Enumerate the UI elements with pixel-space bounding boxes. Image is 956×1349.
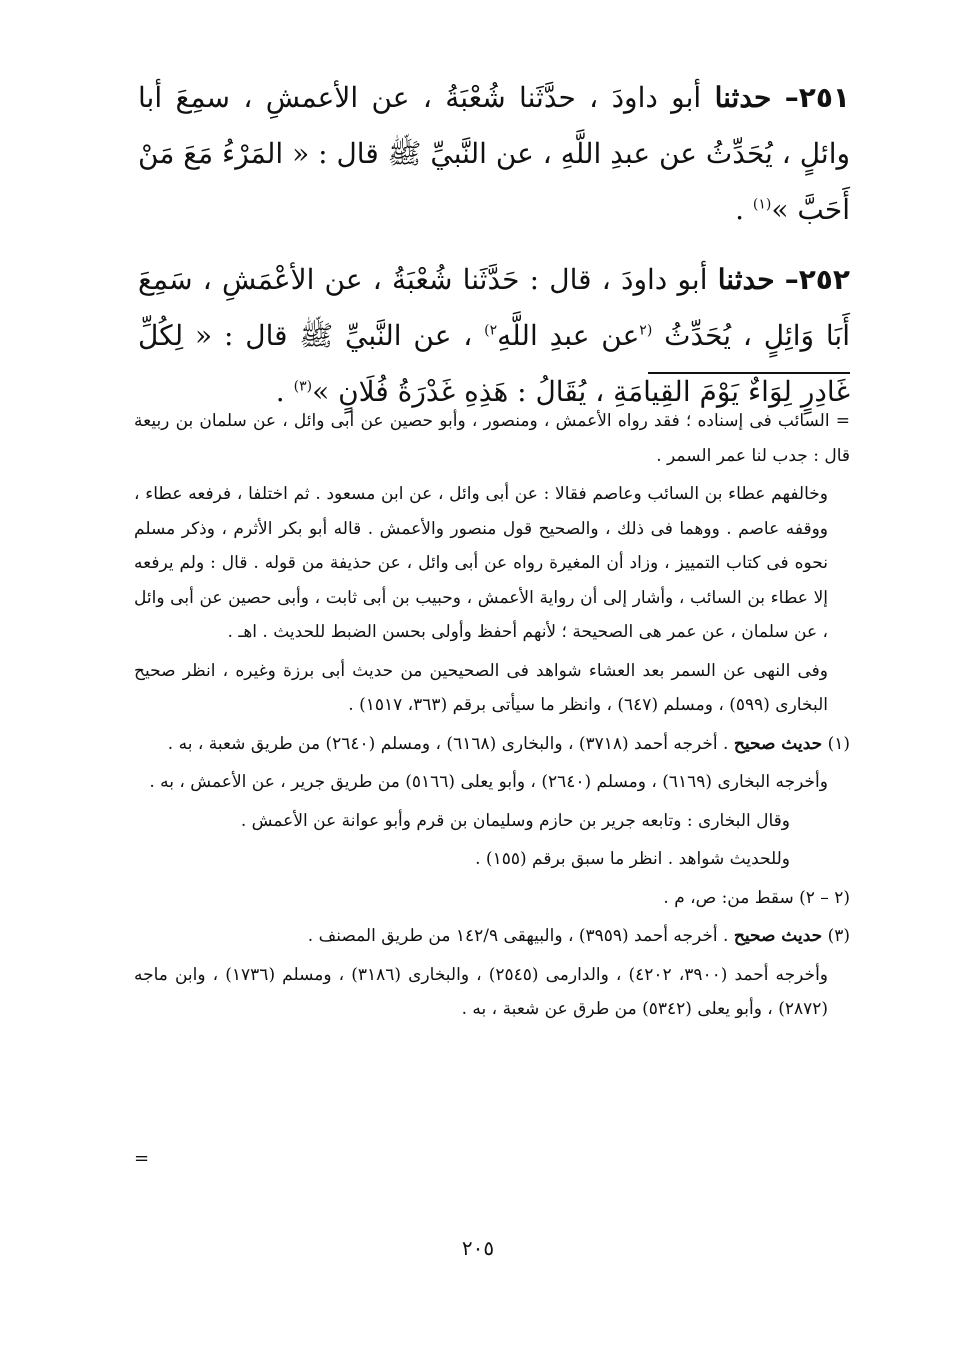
hadith-251: [138, 70, 850, 238]
note-paragraph: وللحديث شواهد . انظر ما سبق برقم (١٥٥) .: [475, 849, 790, 869]
note-continuation: = السائب فى إسناده ؛ فقد رواه الأعمش ، ومنصور ، وأبو حصين عن أبى وائل ، عن سلمان بن ربيعة قال : جدب لنا عمر السمر .: [134, 411, 850, 466]
footnote-ref[interactable]: (٢: [639, 322, 653, 339]
hadith-text: أبو داودَ ، قال : حَدَّثَنا شُعْبَةُ ، عن الأعْمَشِ ، سَمِعَ أَبَا وَائِلٍ ، يُحَدِّثُ: [138, 263, 850, 352]
hadith-text: ، عن النَّبيِّ ﷺ قال : « لِكُلِّ غَادِرٍ لِوَاءٌ يَوْمَ القِيامَةِ ، يُقَالُ : هَذِهِ غَدْرَةُ فُلَانٍ »: [138, 319, 850, 408]
hadith-252: [138, 252, 850, 420]
footnote-2: (٢ – ٢) سقط من: ص، م .: [663, 887, 850, 908]
footnote-ref[interactable]: ٢): [484, 322, 498, 339]
note-paragraph: وقال البخارى : وتابعه جرير بن حازم وسليمان بن قرم وأبو عوانة عن الأعمش .: [240, 810, 790, 831]
grading: حديث صحيح: [733, 926, 823, 946]
hadith-number: ٢٥٢–: [784, 263, 850, 296]
hadith-end: .: [275, 375, 294, 408]
hadith-lead: حدثنا: [714, 81, 772, 114]
main-text: [138, 70, 850, 434]
footnote-3: [134, 919, 850, 954]
footnote-number: (١): [827, 733, 850, 754]
footnote-separator: [648, 372, 850, 374]
note-paragraph: وفى النهى عن السمر بعد العشاء شواهد فى الصحيحين من حديث أبى برزة وغيره ، انظر صحيح البخارى (٥٩٩) ، ومسلم (٦٤٧) ، وانظر ما سيأتى برقم (٣٦٣، ١٥١٧) .: [134, 660, 828, 715]
footnote-number: (٣): [827, 926, 850, 946]
footnote-ref[interactable]: (١): [752, 196, 772, 213]
footnote-text: . أخرجه أحمد (٣٧١٨) ، والبخارى (٦١٦٨) ، ومسلم (٢٦٤٠) من طريق شعبة ، به .: [167, 733, 729, 754]
grading: حديث صحيح: [733, 733, 823, 754]
footnote-ref[interactable]: (٣): [293, 378, 313, 395]
hadith-number: ٢٥١–: [784, 81, 851, 114]
footnotes: [134, 404, 850, 1031]
note-paragraph: وخالفهم عطاء بن السائب وعاصم فقالا : عن أبى وائل ، عن ابن مسعود . ثم اختلفا ، فرفعه عطاء ، ووقفه عاصم . ووهما فى ذلك ، والصحيح قول منصور والأعمش . قاله أبو بكر الأثرم ، وذكر مسلم نحوه فى كتاب التمييز ، وزاد أن المغيرة رواه عن أبى وائل ، عن حذيفة من قوله . قال : ولم يرفعه إلا عطاء بن السائب ، وأشار إلى أن رواية الأعمش ، وحبيب بن أبى ثابت ، وأبى حصين عن أبى وائل ، عن سلمان ، عن عمر هى الصحيحة ؛ لأنهم أحفظ وأولى بحسن الضبط للحديث . اهـ .: [134, 484, 828, 642]
hadith-end: .: [735, 193, 753, 226]
note-paragraph: وأخرجه أحمد (٣٩٠٠، ٤٢٠٢) ، والدارمى (٢٥٤٥) ، والبخارى (٣١٨٦) ، ومسلم (١٧٣٦) ، وابن ماجه (٢٨٧٢) ، وأبو يعلى (٥٣٤٢) من طرق عن شعبة ، به .: [134, 964, 828, 1019]
hadith-lead: حدثنا: [717, 263, 775, 296]
footnote-1: [134, 727, 850, 762]
footnote-text: . أخرجه أحمد (٣٩٥٩) ، والبيهقى ١٤٢/٩ من طريق المصنف .: [307, 926, 729, 946]
hadith-text: أبو داودَ ، حدَّثَنا شُعْبَةُ ، عن الأعمشِ ، سمِعَ أبا وائلٍ ، يُحَدِّثُ عن عبدِ اللَّهِ ، عن النَّبيِّ ﷺ قال : « المَرْءُ مَعَ مَنْ أَحَبَّ »: [138, 81, 851, 226]
hadith-text: عن عبدِ اللَّهِ: [497, 319, 640, 352]
continuation-mark: =: [134, 1148, 150, 1169]
page-number: ٢٠٥: [461, 1236, 495, 1260]
note-paragraph: وأخرجه البخارى (٦١٦٩) ، ومسلم (٢٦٤٠) ، وأبو يعلى (٥١٦٦) من طريق جرير ، عن الأعمش ، به .: [149, 772, 828, 792]
